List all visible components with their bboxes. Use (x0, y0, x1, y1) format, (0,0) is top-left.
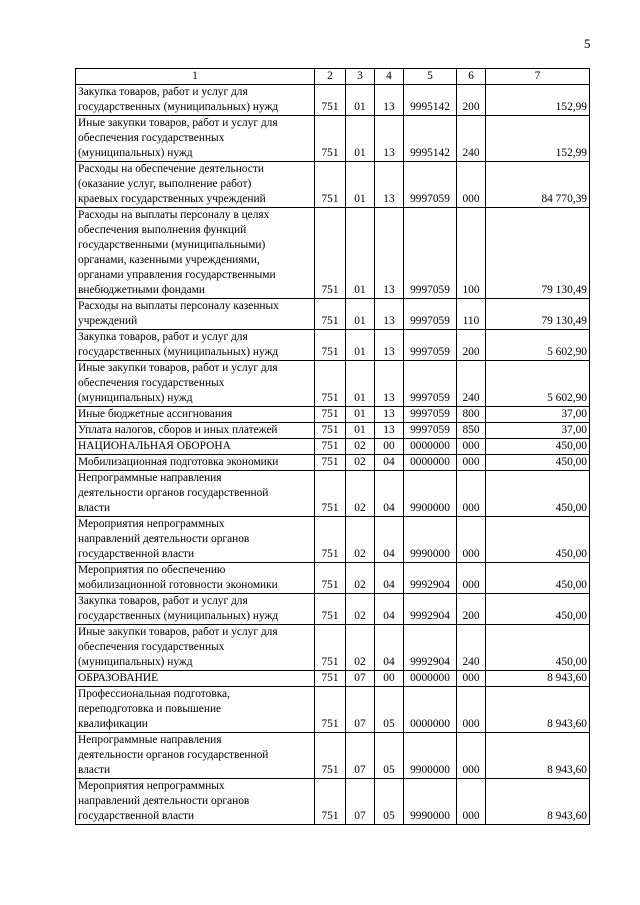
expense-name-line: (муниципальных) нужд (78, 147, 193, 159)
expense-type-cell: 200 (457, 594, 486, 625)
section-code-cell: 07 (346, 671, 375, 687)
target-article-cell: 9900000 (404, 733, 457, 779)
expense-name-line: Закупка товаров, работ и услуг для (78, 331, 248, 343)
expense-name-line: краевых государственных учреждений (78, 193, 266, 205)
ministry-code-cell: 751 (315, 299, 346, 330)
subsection-code-cell: 04 (375, 471, 404, 517)
target-article-cell: 9997059 (404, 407, 457, 423)
table-row (76, 594, 590, 625)
target-article-cell: 9997059 (404, 423, 457, 439)
table-row (76, 779, 590, 825)
expense-type-cell: 000 (457, 455, 486, 471)
expense-name-line: ОБРАЗОВАНИЕ (78, 672, 159, 684)
ministry-code-cell: 751 (315, 563, 346, 594)
expense-type-cell: 800 (457, 407, 486, 423)
section-code-cell: 02 (346, 455, 375, 471)
expense-name-line: государственными (муниципальными) (78, 239, 266, 251)
expense-name-line: обеспечения государственных (78, 377, 225, 389)
table-row (76, 208, 590, 299)
amount-cell: 79 130,49 (486, 208, 590, 299)
subsection-code-cell: 13 (375, 330, 404, 361)
expense-name-line: переподготовка и повышение (78, 703, 222, 715)
ministry-code-cell: 751 (315, 779, 346, 825)
section-code-cell: 02 (346, 594, 375, 625)
section-code-cell: 01 (346, 423, 375, 439)
table-row (76, 299, 590, 330)
table-row (76, 330, 590, 361)
expense-type-cell: 000 (457, 162, 486, 208)
expense-type-cell: 240 (457, 116, 486, 162)
amount-cell: 79 130,49 (486, 299, 590, 330)
amount-cell: 8 943,60 (486, 779, 590, 825)
expense-name-cell (76, 423, 315, 439)
expense-type-cell: 200 (457, 330, 486, 361)
expense-name-cell (76, 208, 315, 299)
expense-name-line: НАЦИОНАЛЬНАЯ ОБОРОНА (78, 440, 231, 452)
amount-cell: 450,00 (486, 439, 590, 455)
ministry-code-cell: 751 (315, 85, 346, 116)
subsection-code-cell: 05 (375, 733, 404, 779)
expense-type-cell: 240 (457, 361, 486, 407)
expense-name-line: Непрограммные направления (78, 734, 222, 746)
section-code-cell: 01 (346, 330, 375, 361)
subsection-code-cell: 05 (375, 779, 404, 825)
expense-name-cell (76, 330, 315, 361)
expense-name-line: учреждений (78, 315, 138, 327)
table-row (76, 471, 590, 517)
target-article-cell: 9900000 (404, 471, 457, 517)
expense-name-line: Иные закупки товаров, работ и услуг для (78, 117, 278, 129)
target-article-cell: 9997059 (404, 208, 457, 299)
expense-type-cell: 100 (457, 208, 486, 299)
expense-name-line: государственной власти (78, 810, 195, 822)
expense-name-cell (76, 733, 315, 779)
expense-type-cell: 000 (457, 671, 486, 687)
subsection-code-cell: 00 (375, 439, 404, 455)
expense-name-cell (76, 687, 315, 733)
amount-cell: 152,99 (486, 85, 590, 116)
expense-name-line: Мероприятия по обеспечению (78, 564, 226, 576)
expense-name-line: Мобилизационная подготовка экономики (78, 456, 279, 468)
expense-name-cell (76, 439, 315, 455)
ministry-code-cell: 751 (315, 361, 346, 407)
expense-type-cell: 000 (457, 733, 486, 779)
subsection-code-cell: 13 (375, 162, 404, 208)
table-row (76, 423, 590, 439)
header-col-6: 6 (457, 69, 486, 85)
amount-cell: 450,00 (486, 563, 590, 594)
section-code-cell: 01 (346, 299, 375, 330)
expense-type-cell: 000 (457, 687, 486, 733)
expense-name-line: мобилизационной готовности экономики (78, 579, 278, 591)
subsection-code-cell: 04 (375, 563, 404, 594)
expense-name-cell (76, 471, 315, 517)
expense-type-cell: 000 (457, 471, 486, 517)
target-article-cell: 9992904 (404, 594, 457, 625)
subsection-code-cell: 13 (375, 208, 404, 299)
amount-cell: 450,00 (486, 594, 590, 625)
expense-name-line: органами управления государственными (78, 269, 276, 281)
expense-name-cell (76, 779, 315, 825)
expense-name-line: (оказание услуг, выполнение работ) (78, 178, 252, 190)
subsection-code-cell: 04 (375, 455, 404, 471)
amount-cell: 450,00 (486, 455, 590, 471)
table-row (76, 162, 590, 208)
target-article-cell: 9992904 (404, 563, 457, 594)
expense-name-line: направлений деятельности органов (78, 533, 250, 545)
expense-name-cell (76, 517, 315, 563)
subsection-code-cell: 04 (375, 594, 404, 625)
target-article-cell: 9990000 (404, 517, 457, 563)
expense-name-line: Мероприятия непрограммных (78, 780, 225, 792)
expense-type-cell: 850 (457, 423, 486, 439)
expense-name-cell (76, 299, 315, 330)
table-row (76, 517, 590, 563)
amount-cell: 450,00 (486, 625, 590, 671)
amount-cell: 37,00 (486, 407, 590, 423)
target-article-cell: 9992904 (404, 625, 457, 671)
section-code-cell: 07 (346, 687, 375, 733)
expense-type-cell: 200 (457, 85, 486, 116)
ministry-code-cell: 751 (315, 439, 346, 455)
amount-cell: 37,00 (486, 423, 590, 439)
subsection-code-cell: 13 (375, 407, 404, 423)
amount-cell: 5 602,90 (486, 330, 590, 361)
target-article-cell: 0000000 (404, 671, 457, 687)
subsection-code-cell: 13 (375, 423, 404, 439)
expense-type-cell: 000 (457, 517, 486, 563)
target-article-cell: 0000000 (404, 455, 457, 471)
expense-name-line: обеспечения государственных (78, 641, 225, 653)
amount-cell: 450,00 (486, 471, 590, 517)
expense-name-cell (76, 85, 315, 116)
expense-type-cell: 000 (457, 439, 486, 455)
subsection-code-cell: 13 (375, 299, 404, 330)
expense-name-cell (76, 116, 315, 162)
target-article-cell: 9997059 (404, 162, 457, 208)
table-header-row (76, 69, 590, 85)
expense-name-line: (муниципальных) нужд (78, 392, 193, 404)
table-row (76, 116, 590, 162)
expense-name-cell (76, 407, 315, 423)
target-article-cell: 9990000 (404, 779, 457, 825)
expense-name-cell (76, 594, 315, 625)
section-code-cell: 01 (346, 116, 375, 162)
expense-name-cell (76, 625, 315, 671)
table-body (76, 85, 590, 825)
expense-name-cell (76, 455, 315, 471)
table-row (76, 625, 590, 671)
table-row (76, 85, 590, 116)
expense-name-line: (муниципальных) нужд (78, 656, 193, 668)
ministry-code-cell: 751 (315, 517, 346, 563)
header-col-5: 5 (404, 69, 457, 85)
ministry-code-cell: 751 (315, 116, 346, 162)
ministry-code-cell: 751 (315, 671, 346, 687)
ministry-code-cell: 751 (315, 594, 346, 625)
subsection-code-cell: 13 (375, 85, 404, 116)
section-code-cell: 07 (346, 779, 375, 825)
expense-name-cell (76, 162, 315, 208)
ministry-code-cell: 751 (315, 455, 346, 471)
header-col-1: 1 (76, 69, 315, 85)
section-code-cell: 01 (346, 208, 375, 299)
amount-cell: 8 943,60 (486, 733, 590, 779)
table-row (76, 455, 590, 471)
target-article-cell: 9995142 (404, 85, 457, 116)
target-article-cell: 9995142 (404, 116, 457, 162)
section-code-cell: 02 (346, 625, 375, 671)
expense-name-line: Расходы на выплаты персоналу казенных (78, 300, 279, 312)
expense-name-line: государственных (муниципальных) нужд (78, 101, 279, 113)
expense-name-line: Мероприятия непрограммных (78, 518, 225, 530)
ministry-code-cell: 751 (315, 423, 346, 439)
amount-cell: 84 770,39 (486, 162, 590, 208)
amount-cell: 8 943,60 (486, 671, 590, 687)
expense-name-line: деятельности органов государственной (78, 487, 269, 499)
expense-name-cell (76, 563, 315, 594)
expense-name-line: Уплата налогов, сборов и иных платежей (78, 424, 278, 436)
section-code-cell: 01 (346, 407, 375, 423)
expense-name-line: деятельности органов государственной (78, 749, 269, 761)
expense-name-line: обеспечения государственных (78, 132, 225, 144)
expense-name-line: направлений деятельности органов (78, 795, 250, 807)
amount-cell: 450,00 (486, 517, 590, 563)
table-row (76, 687, 590, 733)
subsection-code-cell: 13 (375, 361, 404, 407)
amount-cell: 152,99 (486, 116, 590, 162)
expense-name-line: Иные закупки товаров, работ и услуг для (78, 362, 278, 374)
expense-name-line: власти (78, 502, 111, 514)
budget-table (75, 68, 590, 825)
section-code-cell: 01 (346, 162, 375, 208)
expense-name-line: квалификации (78, 718, 148, 730)
header-col-3: 3 (346, 69, 375, 85)
target-article-cell: 9997059 (404, 299, 457, 330)
section-code-cell: 01 (346, 361, 375, 407)
ministry-code-cell: 751 (315, 162, 346, 208)
table-row (76, 361, 590, 407)
target-article-cell: 0000000 (404, 439, 457, 455)
expense-name-line: государственных (муниципальных) нужд (78, 346, 279, 358)
expense-name-line: обеспечения выполнения функций (78, 224, 247, 236)
subsection-code-cell: 13 (375, 116, 404, 162)
section-code-cell: 07 (346, 733, 375, 779)
subsection-code-cell: 04 (375, 625, 404, 671)
expense-name-line: власти (78, 764, 111, 776)
amount-cell: 8 943,60 (486, 687, 590, 733)
expense-name-line: Закупка товаров, работ и услуг для (78, 595, 248, 607)
expense-name-line: органами, казенными учреждениями, (78, 254, 260, 266)
subsection-code-cell: 04 (375, 517, 404, 563)
table-row (76, 671, 590, 687)
target-article-cell: 9997059 (404, 330, 457, 361)
table-row (76, 733, 590, 779)
ministry-code-cell: 751 (315, 471, 346, 517)
section-code-cell: 02 (346, 471, 375, 517)
section-code-cell: 02 (346, 517, 375, 563)
header-col-2: 2 (315, 69, 346, 85)
expense-name-cell (76, 671, 315, 687)
expense-name-line: Закупка товаров, работ и услуг для (78, 86, 248, 98)
header-col-7: 7 (486, 69, 590, 85)
target-article-cell: 9997059 (404, 361, 457, 407)
expense-name-line: Иные бюджетные ассигнования (78, 408, 233, 420)
expense-type-cell: 110 (457, 299, 486, 330)
table-row (76, 563, 590, 594)
expense-name-line: Расходы на обеспечение деятельности (78, 163, 264, 175)
expense-name-cell (76, 361, 315, 407)
table-row (76, 439, 590, 455)
amount-cell: 5 602,90 (486, 361, 590, 407)
section-code-cell: 01 (346, 85, 375, 116)
subsection-code-cell: 00 (375, 671, 404, 687)
expense-name-line: государственной власти (78, 548, 195, 560)
table-row (76, 407, 590, 423)
expense-name-line: Профессиональная подготовка, (78, 688, 230, 700)
ministry-code-cell: 751 (315, 687, 346, 733)
subsection-code-cell: 05 (375, 687, 404, 733)
ministry-code-cell: 751 (315, 208, 346, 299)
expense-name-line: Иные закупки товаров, работ и услуг для (78, 626, 278, 638)
expense-type-cell: 240 (457, 625, 486, 671)
ministry-code-cell: 751 (315, 733, 346, 779)
expense-name-line: государственных (муниципальных) нужд (78, 610, 279, 622)
expense-type-cell: 000 (457, 779, 486, 825)
expense-name-line: внебюджетными фондами (78, 284, 206, 296)
expense-name-line: Непрограммные направления (78, 472, 222, 484)
ministry-code-cell: 751 (315, 330, 346, 361)
section-code-cell: 02 (346, 439, 375, 455)
ministry-code-cell: 751 (315, 407, 346, 423)
target-article-cell: 0000000 (404, 687, 457, 733)
expense-name-line: Расходы на выплаты персоналу в целях (78, 209, 270, 221)
expense-type-cell: 000 (457, 563, 486, 594)
ministry-code-cell: 751 (315, 625, 346, 671)
header-col-4: 4 (375, 69, 404, 85)
section-code-cell: 02 (346, 563, 375, 594)
page-number: 5 (584, 36, 591, 51)
